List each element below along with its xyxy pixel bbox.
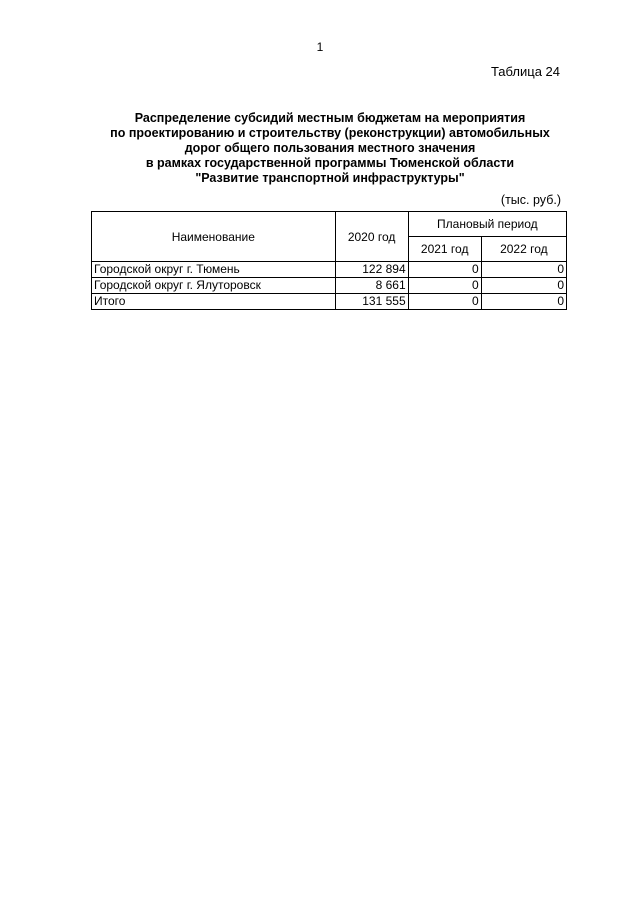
header-2020: 2020 год	[335, 212, 408, 262]
table-label: Таблица 24	[490, 64, 560, 79]
row-name: Городской округ г. Ялуторовск	[92, 278, 336, 294]
total-value-2020: 131 555	[335, 294, 408, 310]
row-value-2020: 122 894	[335, 262, 408, 278]
table-row	[92, 278, 567, 294]
title-line-5: "Развитие транспортной инфраструктуры"	[195, 171, 465, 185]
total-name: Итого	[92, 294, 336, 310]
row-name: Городской округ г. Тюмень	[92, 262, 336, 278]
header-name: Наименование	[92, 212, 336, 262]
row-value-2021: 0	[408, 262, 481, 278]
total-value-2021: 0	[408, 294, 481, 310]
document-title	[90, 111, 570, 186]
page-number: 1	[316, 40, 324, 54]
row-value-2022: 0	[481, 262, 566, 278]
subsidy-table	[91, 211, 567, 310]
row-value-2020: 8 661	[335, 278, 408, 294]
row-value-2021: 0	[408, 278, 481, 294]
table-row	[92, 262, 567, 278]
title-line-3: дорог общего пользования местного значения	[184, 141, 476, 155]
title-line-1: Распределение субсидий местным бюджетам на мероприятия	[134, 111, 526, 125]
header-2021: 2021 год	[408, 237, 481, 262]
total-row	[92, 294, 567, 310]
title-line-4: в рамках государственной программы Тюменской области	[145, 156, 515, 170]
total-value-2022: 0	[481, 294, 566, 310]
header-row-1	[92, 212, 567, 237]
title-line-2: по проектированию и строительству (реконструкции) автомобильных	[110, 126, 550, 140]
row-value-2022: 0	[481, 278, 566, 294]
header-2022: 2022 год	[481, 237, 566, 262]
header-planning-period: Плановый период	[408, 212, 566, 237]
units-label: (тыс. руб.)	[500, 193, 561, 207]
